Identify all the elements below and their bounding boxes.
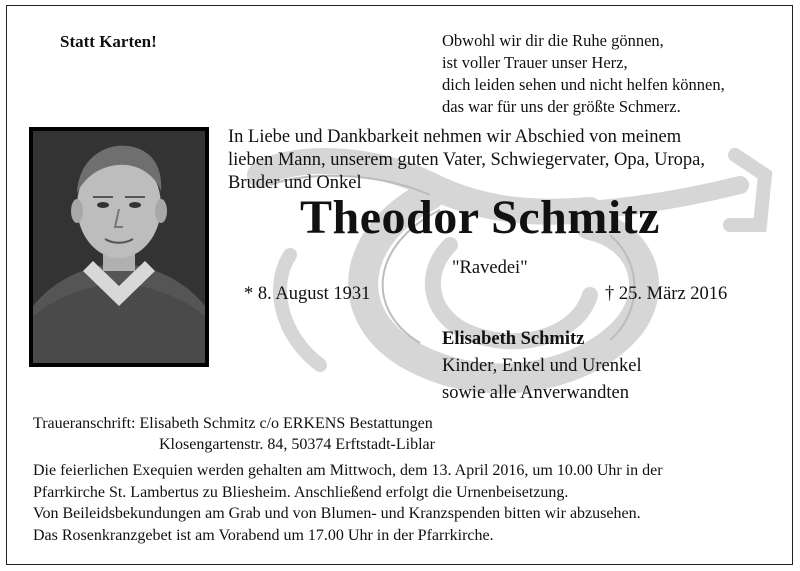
family-signature	[442, 326, 642, 407]
portrait-photo	[29, 127, 209, 367]
intro-line: lieben Mann, unserem guten Vater, Schwiegervater, Opa, Uropa,	[228, 150, 705, 170]
address-line-2: Klosengartenstr. 84, 50374 Erftstadt-Liblar	[159, 436, 435, 453]
deceased-nickname: "Ravedei"	[452, 258, 528, 278]
notice-line: Die feierlichen Exequien werden gehalten am Mittwoch, dem 13. April 2016, um 10.00 Uhr in der	[33, 462, 663, 479]
poem-line: dich leiden sehen und nicht helfen können,	[442, 75, 725, 94]
deceased-name: Theodor Schmitz	[300, 191, 660, 244]
intro-line: In Liebe und Dankbarkeit nehmen wir Abschied von meinem	[228, 127, 682, 147]
family-line: Kinder, Enkel und Urenkel	[442, 356, 642, 376]
poem-line: Obwohl wir dir die Ruhe gönnen,	[442, 31, 664, 50]
family-line: sowie alle Anverwandten	[442, 383, 629, 403]
mourning-address	[33, 413, 435, 455]
portrait-image	[33, 131, 205, 363]
spouse-name: Elisabeth Schmitz	[442, 329, 585, 349]
notice-line: Von Beileidsbekundungen am Grab und von Blumen- und Kranzspenden bitten wir abzusehen.	[33, 505, 641, 522]
death-date: † 25. März 2016	[605, 284, 728, 304]
birth-date: * 8. August 1931	[244, 284, 371, 304]
statt-karten-heading: Statt Karten!	[60, 32, 157, 51]
poem-line: ist voller Trauer unser Herz,	[442, 53, 628, 72]
poem-line: das war für uns der größte Schmerz.	[442, 97, 681, 116]
poem	[442, 30, 725, 118]
intro-line: Bruder und Onkel	[228, 173, 362, 193]
intro-text	[228, 126, 778, 195]
service-notice	[33, 460, 663, 546]
notice-line: Das Rosenkranzgebet ist am Vorabend um 17.00 Uhr in der Pfarrkirche.	[33, 526, 494, 544]
address-line-1: Traueranschrift: Elisabeth Schmitz c/o ERKENS Bestattungen	[33, 415, 433, 432]
notice-line: Pfarrkirche St. Lambertus zu Bliesheim. Anschließend erfolgt die Urnenbeisetzung.	[33, 483, 569, 501]
